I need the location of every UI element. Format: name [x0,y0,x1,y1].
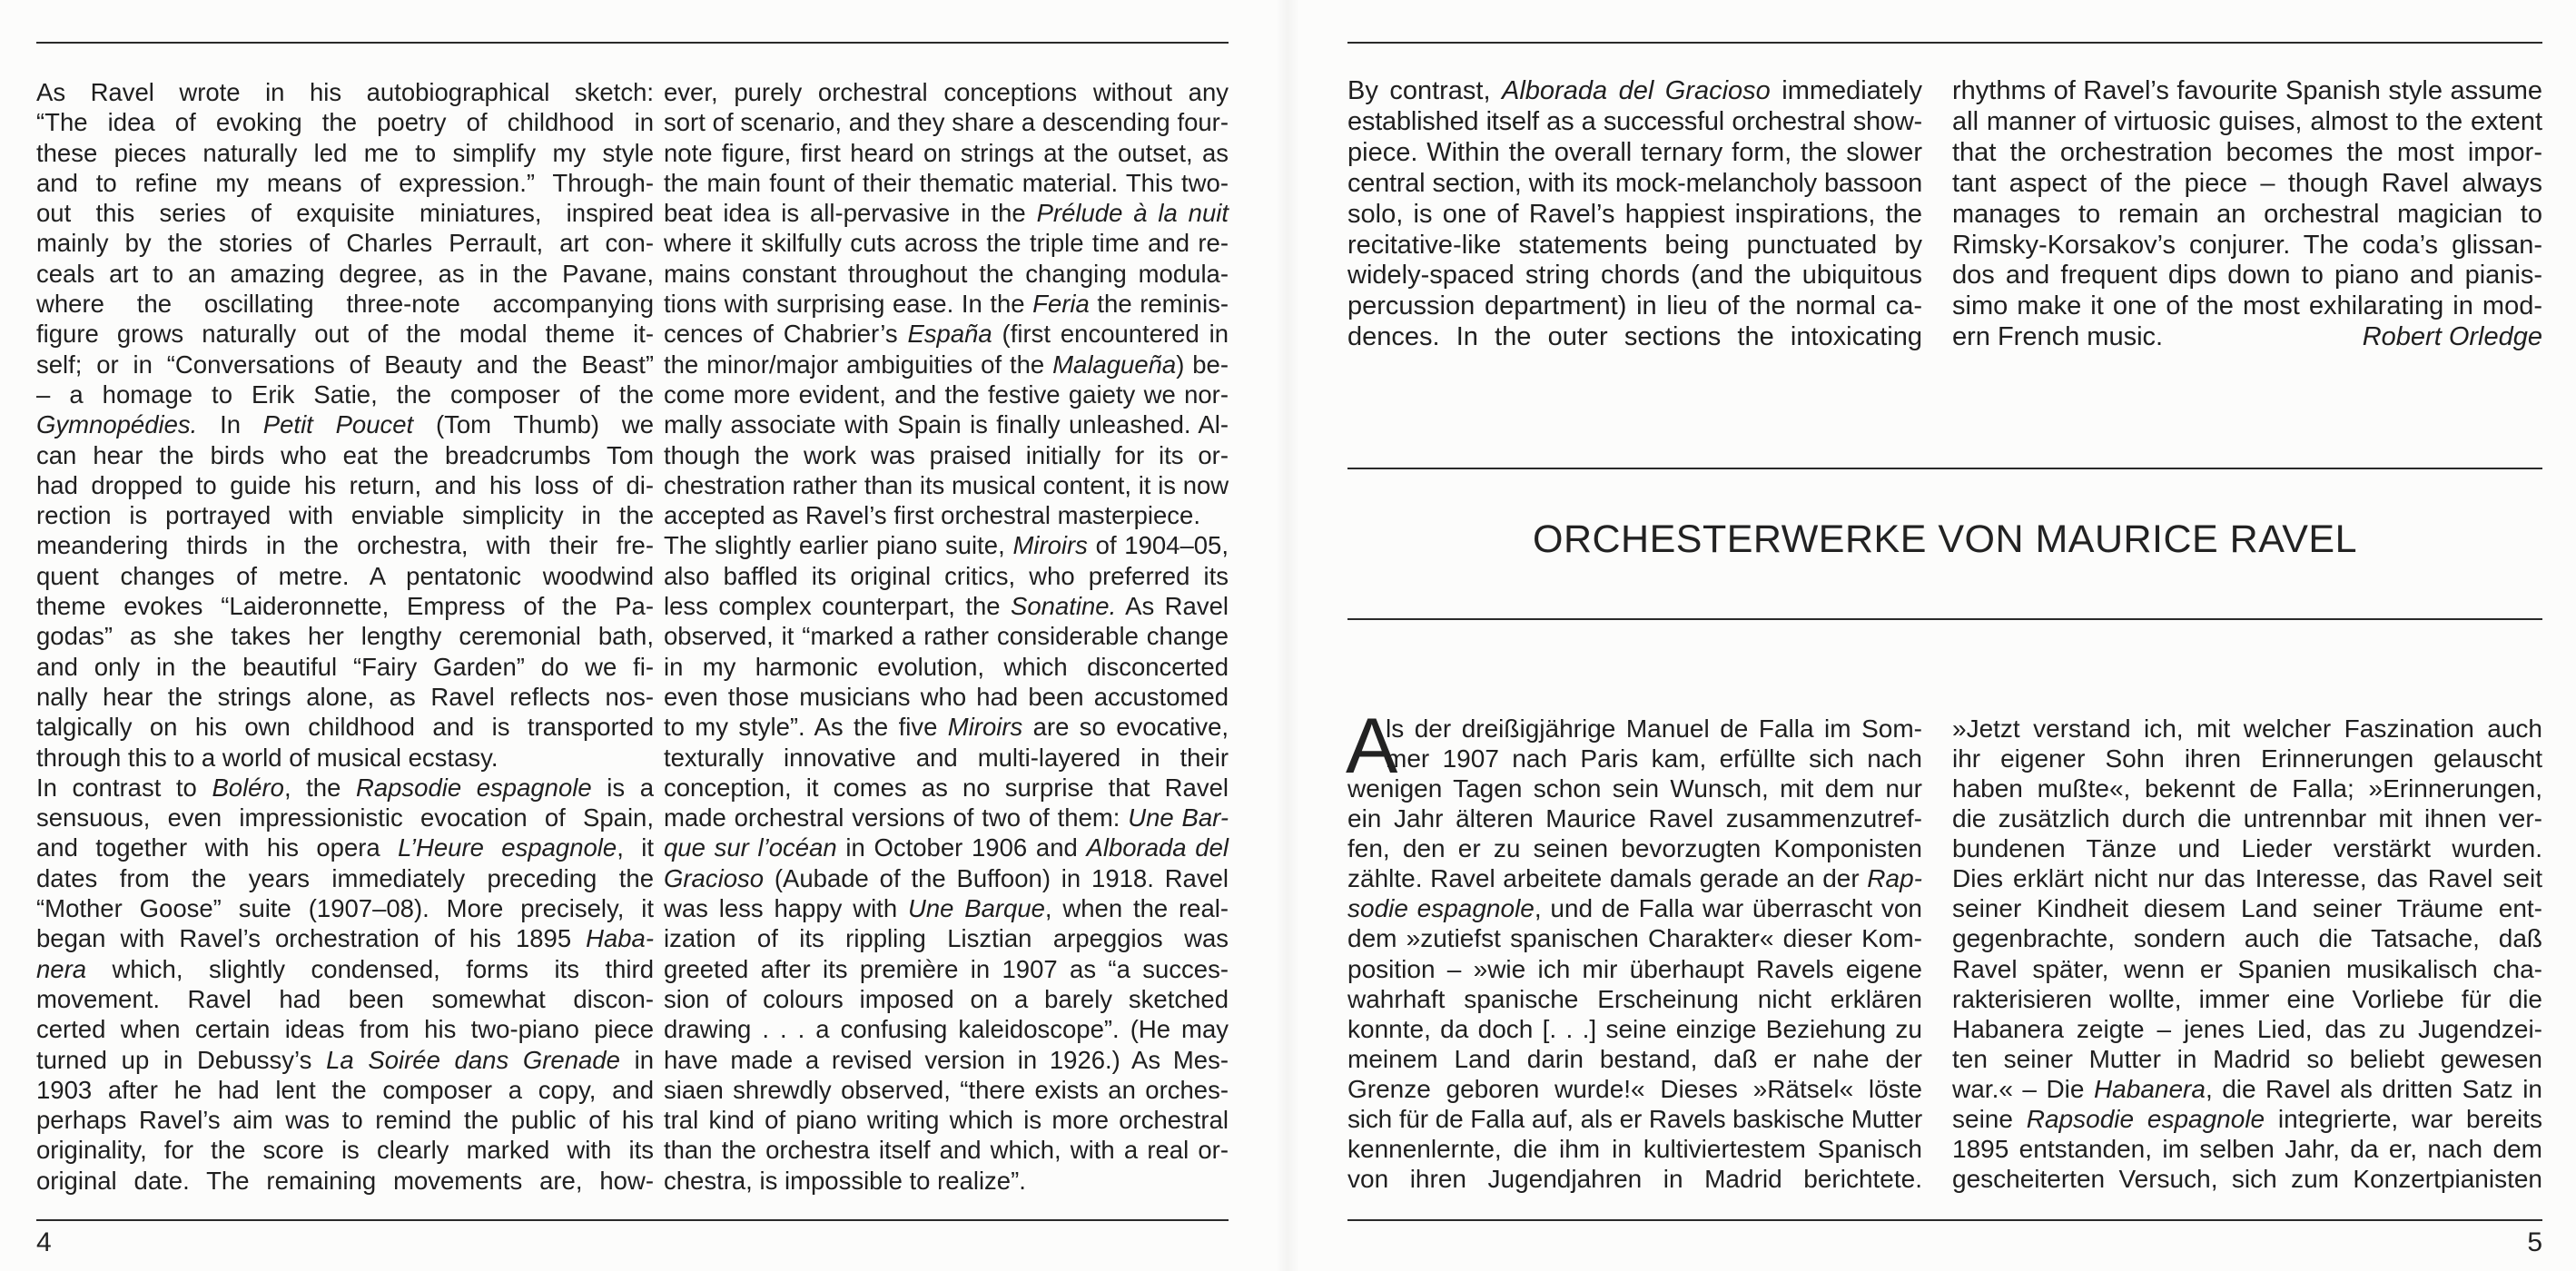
text-line [1347,893,1922,923]
bottom-rule-left [36,1219,1229,1221]
text-run: In contrast to [36,773,212,802]
text-column-6 [1952,714,2542,1194]
text-line: rakterisieren wollte, immer eine Vorliebe für die [1952,984,2542,1013]
text-line: konnte, da doch [. . .] seine einzige Beziehung zu [1347,1014,1922,1043]
italic-title: L’Heure espagnole [398,833,617,862]
text-line: quent changes of metre. A pentatonic woodwind [36,561,654,590]
text-line: mer 1907 nach Paris kam, erfüllte sich nach [1386,744,1922,773]
text-run: tions with surprising ease. In the [664,290,1033,319]
text-line: have made a revised version in 1926.) As Mes- [664,1045,1229,1074]
text-run: The slightly earlier piano suite, [664,531,1013,560]
text-line: figure grows naturally out of the modal theme it- [36,320,654,349]
text-line: perhaps Ravel’s aim was to remind the public of his [36,1106,654,1135]
text-line: that the orchestration becomes the most impor- [1952,137,2542,167]
italic-title: Gracioso [664,863,765,892]
author-signature: Robert Orledge [2362,322,2542,351]
text-line [664,803,1229,833]
text-run: less complex counterpart, the [664,592,1012,621]
text-line: texturally innovative and multi-layered in their [664,743,1229,772]
text-line: movement. Ravel had been somewhat discon- [36,984,654,1013]
italic-title: Haba- [586,924,654,953]
text-line: theme evokes “Laideronnette, Empress of the Pa- [36,592,654,621]
text-column-5 [1347,714,1922,1194]
text-line: chestra, is impossible to realize”. [664,1166,1026,1195]
text-line: solo, is one of Ravel’s happiest inspirations, the [1347,199,1922,229]
text-line: piece. Within the overall ternary form, the slower [1347,137,1922,167]
text-line: though the work was praised initially for its or- [664,440,1229,469]
text-line: ein Jahr älteren Maurice Ravel zusammenzutref- [1347,804,1922,833]
text-line: original date. The remaining movements are, how- [36,1166,654,1195]
italic-title: Habanera [2093,1074,2206,1103]
text-line [36,954,654,984]
text-run: seine [1952,1104,2027,1133]
text-line: where the oscillating three-note accompanying [36,290,654,319]
text-line: widely-spaced string chords (and the ubiquitous [1347,261,1922,291]
text-line: Habanera zeigte – jenes Lied, das zu Jugendzei- [1952,1014,2542,1043]
italic-title: Rap- [1867,864,1922,893]
text-line: gegenbrachte, sondern auch die Tatsache, daß [1952,924,2542,953]
text-run: in October 1906 and [836,833,1087,862]
italic-title: Prélude à la nuit [1036,199,1229,228]
text-run: made orchestral versions of two of them: [664,803,1129,833]
text-line: ls der dreißigjährige Manuel de Falla im Som- [1386,714,1922,743]
text-line [36,833,654,862]
text-run: , und de Falla war überrascht von [1534,894,1922,923]
text-line: originality, for the score is clearly marked with its [36,1136,654,1165]
text-run: (Tom Thumb) we [413,410,654,439]
text-line [36,409,654,439]
text-line: position – »wie ich mir überhaupt Ravels eigene [1347,954,1922,983]
text-line: seiner Kindheit diesem Land seiner Träume ent- [1952,894,2542,923]
text-line: die zusätzlich durch die untrennbar mit ihnen ver- [1952,804,2542,833]
text-line: von ihren Jugendjahren in Madrid berichtete. [1347,1164,1922,1193]
italic-title: Rapsodie espagnole [2026,1104,2265,1133]
text-line: wenigen Tagen schon sein Wunsch, mit dem nur [1347,774,1922,803]
text-line: nally hear the strings alone, as Ravel reflects nos- [36,682,654,711]
page-number-left: 4 [36,1227,52,1257]
text-line: Ravel später, wenn er Spanien musikalisch cha- [1952,954,2542,983]
text-line [664,863,1229,893]
text-line [36,773,654,803]
text-line: ern French music. [1952,322,2164,352]
text-line: through this to a world of musical ecstasy. [36,743,498,772]
text-column-3 [1347,76,1922,353]
heading-rule-top [1347,468,2542,469]
text-column-4 [1952,76,2542,353]
text-run: to my style”. As the five [664,713,948,742]
text-line: in my harmonic evolution, which disconcerted [664,652,1229,681]
text-run: , die Ravel als dritten Satz in [2205,1074,2542,1103]
text-line: dences. In the outer sections the intoxicating [1347,322,1922,352]
text-run: , the [283,773,356,802]
section-heading: ORCHESTERWERKE VON MAURICE RAVEL [1533,517,2357,561]
text-line: kennenlernte, die ihm in kultiviertestem Spanisch [1347,1134,1922,1163]
bottom-rule-right [1347,1219,2542,1221]
italic-title: Sonatine. [1011,592,1117,621]
italic-title: nera [36,954,87,983]
text-line: talgically on his own childhood and is transported [36,713,654,742]
text-line: ihr eigener Sohn ihren Erinnerungen gelauscht [1952,744,2542,773]
text-run: of 1904–05, [1087,531,1229,560]
italic-title: Une Barque [907,894,1045,923]
text-run: which, slightly condensed, forms its third [86,954,654,983]
text-line: these pieces naturally led me to simplify my style [36,138,654,167]
text-line: had dropped to guide his return, and his loss of di- [36,470,654,499]
text-line: drawing . . . a confusing kaleidoscope”. (He may [664,1015,1229,1044]
italic-title: que sur l’océan [664,833,837,862]
text-line: and to refine my means of expression.” Through- [36,168,654,197]
text-line: the main fount of their thematic material. This two- [664,168,1229,197]
text-run: began with Ravel’s orchestration of his 1895 [36,924,587,953]
text-column-1 [36,77,654,1196]
page-number-right: 5 [2527,1227,2542,1257]
top-rule-right [1347,42,2542,44]
italic-title: Malagueña [1052,350,1177,379]
text-line: come more evident, and the festive gaiety we nor- [664,379,1229,409]
italic-title: España [907,320,992,349]
text-line: tral kind of piano writing which is more orchestral [664,1106,1229,1135]
text-line [664,198,1229,228]
page-fold [1276,0,1299,1271]
text-line [664,712,1229,742]
text-line: tant aspect of the piece – though Ravel always [1952,168,2542,198]
text-line: dem »zutiefst spanischen Charakter« dieser Kom- [1347,924,1922,953]
text-line [664,319,1229,349]
text-line: – a homage to Erik Satie, the composer of the [36,379,654,409]
text-line: ten seiner Mutter in Madrid so beliebt gewesen [1952,1044,2542,1073]
text-line [36,923,654,953]
text-line: wahrhaft spanische Erscheinung nicht erklären [1347,984,1922,1013]
text-line: also baffled its original critics, who preferred its [664,561,1229,590]
text-run: ) be- [1176,350,1229,379]
text-line [1952,1074,2542,1104]
text-column-2 [664,77,1229,1196]
top-rule-left [36,42,1229,44]
text-line: As Ravel wrote in his autobiographical sketch: [36,78,654,106]
text-line: ceals art to an amazing degree, as in the Pavane, [36,259,654,288]
italic-title: Une Bar- [1128,803,1229,833]
text-line: sion of colours imposed on a barely sketched [664,984,1229,1013]
text-line: self; or in “Conversations of Beauty and the Beast” [36,350,654,379]
text-line [664,893,1229,923]
text-line: sich für de Falla auf, als er Ravels baskische Mutter [1347,1104,1922,1133]
text-line [36,1045,654,1075]
text-line: haben mußte«, bekennt de Falla; »Erinnerungen, [1952,774,2542,803]
text-run: , when the real- [1044,894,1229,923]
italic-title: Miroirs [1012,531,1088,560]
text-line: greeted after its première in 1907 as “a succes- [664,954,1229,983]
text-run: was less happy with [664,894,908,923]
heading-rule-bottom [1347,618,2542,620]
text-run: and together with his opera [36,833,399,862]
text-line [664,530,1229,560]
text-run: In [197,410,263,439]
italic-title: Miroirs [947,713,1023,742]
italic-title: Boléro [212,773,284,802]
text-line: “The idea of evoking the poetry of childhood in [36,108,654,137]
text-line: recitative-like statements being punctuated by [1347,230,1922,260]
text-line: meinem Land darin bestand, daß er nahe der [1347,1044,1922,1073]
text-run: , it [617,833,654,862]
text-line: Grenze geboren wurde!« Dieses »Rätsel« löste [1347,1074,1922,1103]
text-line: fen, den er zu seinen bevorzugten Komponisten [1347,834,1922,863]
text-line: godas” as she takes her lengthy ceremonial bath, [36,622,654,651]
text-line: sort of scenario, and they share a descending four- [664,108,1229,137]
text-line: established itself as a successful orchestral show- [1347,106,1922,136]
italic-title: Gymnopédies. [36,410,198,439]
text-run: beat idea is all-pervasive in the [664,199,1037,228]
text-run: war.« – Die [1952,1074,2094,1103]
text-line: can hear the birds who eat the breadcrumbs Tom [36,440,654,469]
text-line: »Jetzt verstand ich, mit welcher Faszination auch [1952,714,2542,743]
text-line: “Mother Goose” suite (1907–08). More precisely, it [36,894,654,923]
text-line: 1895 entstanden, im selben Jahr, da er, nach dem [1952,1134,2542,1163]
italic-title: Alborada del Gracioso [1502,76,1771,105]
text-line: mains constant throughout the changing modula- [664,259,1229,288]
text-line: dates from the years immediately preceding the [36,863,654,892]
text-run: the minor/major ambiguities of the [664,350,1053,379]
text-line [664,350,1229,379]
text-line: simo make it one of the most exhilarating in mod- [1952,291,2542,321]
text-line: accepted as Ravel’s first orchestral masterpiece. [664,501,1200,530]
text-line: manages to remain an orchestral magician to [1952,199,2542,229]
text-line: dos and frequent dips down to piano and pianis- [1952,261,2542,291]
text-line [664,591,1229,621]
text-line: bundenen Tänze und Lieder verstärkt wurden. [1952,834,2542,863]
text-line: gescheiterten Versuch, sich zum Konzertpianisten [1952,1164,2542,1193]
text-line: 1903 after he had lent the composer a copy, and [36,1075,654,1104]
text-line: ization of its rippling Lisztian arpeggios was [664,924,1229,953]
text-line [1347,76,1922,107]
italic-title: Alborada del [1086,833,1229,862]
text-line: certed when certain ideas from his two-piano piece [36,1015,654,1044]
text-line: siaen shrewdly observed, “there exists an orches- [664,1075,1229,1104]
text-line [664,833,1229,862]
text-line: Dies erklärt nicht nur das Interesse, das Ravel seit [1952,864,2542,893]
text-line: where it skilfully cuts across the triple time and re- [664,229,1229,258]
text-run: are so evocative, [1022,713,1229,742]
text-line [664,289,1229,319]
text-line: conception, it comes as no surprise that Ravel [664,773,1229,802]
text-line: out this series of exquisite miniatures, inspired [36,199,654,228]
text-run: (first encountered in [992,320,1229,349]
text-line: rhythms of Ravel’s favourite Spanish style assume [1952,76,2542,105]
text-line: percussion department) in lieu of the normal ca- [1347,291,1922,321]
drop-cap: A [1346,703,1398,790]
text-line: mally associate with Spain is finally unleashed. Al- [664,410,1229,439]
italic-title: sodie espagnole [1347,894,1535,923]
text-run: turned up in Debussy’s [36,1045,327,1074]
text-run: is a [591,773,655,802]
text-line: central section, with its mock-melancholy bassoon [1347,168,1922,198]
text-line: mainly by the stories of Charles Perrault, art con- [36,229,654,258]
text-line: note figure, first heard on strings at the outset, as [664,138,1229,167]
text-run: As Ravel [1116,592,1229,621]
text-line: even those musicians who had been accustomed [664,682,1229,711]
text-run: By contrast, [1347,76,1503,105]
italic-title: La Soirée dans Grenade [326,1045,620,1074]
text-line: Rimsky-Korsakov’s conjurer. The coda’s glissan- [1952,230,2542,260]
text-line [1952,1104,2542,1134]
italic-title: Feria [1032,290,1090,319]
text-run: immediately [1770,76,1922,105]
text-run: integrierte, war bereits [2265,1104,2542,1133]
text-line: meandering thirds in the orchestra, with their fre- [36,531,654,560]
text-run: zählte. Ravel arbeitete damals gerade an der [1347,864,1868,893]
text-line: sensuous, even impressionistic evocation of Spain, [36,803,654,833]
italic-title: Petit Poucet [262,410,414,439]
text-line [1347,863,1922,893]
italic-title: Rapsodie espagnole [355,773,592,802]
text-line: all manner of virtuosic guises, almost to the extent [1952,106,2542,136]
text-run: the reminis- [1089,290,1229,319]
text-run: (Aubade of the Buffoon) in 1918. Ravel [764,863,1229,892]
text-line: and only in the beautiful “Fairy Garden” do we fi- [36,652,654,681]
text-line: than the orchestra itself and which, with a real or- [664,1136,1229,1165]
text-line: ever, purely orchestral conceptions without any [664,78,1229,106]
text-run: in [619,1045,655,1074]
text-line: chestration rather than its musical content, it is now [664,470,1229,499]
text-run: cences of Chabrier’s [664,320,908,349]
text-line: rection is portrayed with enviable simplicity in the [36,501,654,530]
text-line: observed, it “marked a rather considerable change [664,622,1229,651]
